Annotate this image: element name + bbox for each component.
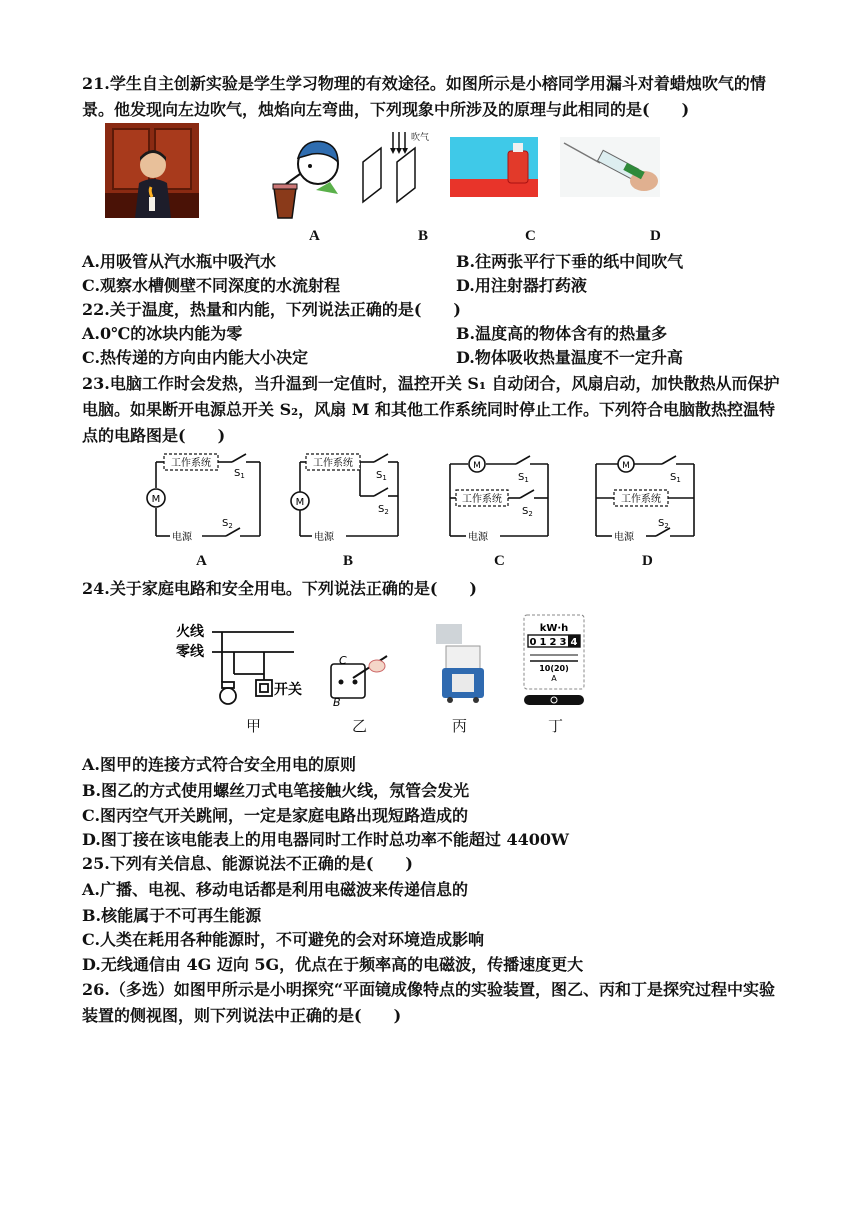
fig-yi-test-pen [325, 650, 395, 708]
q23-fig-label-b: B [343, 553, 354, 569]
q21-option-a: A.用吸管从汽水瓶中吸汽水 [82, 252, 276, 271]
svg-text:S1: $S_1$ [670, 472, 681, 484]
meter-digits [528, 635, 580, 648]
meter-digit-4: 3 [559, 637, 567, 648]
fig-d-syringe [560, 137, 660, 197]
q24-fig-label-yi: 乙 [352, 717, 368, 735]
circuit-c-motor: M [473, 461, 481, 471]
q23-stem-line3: 点的电路图是( ) [82, 426, 226, 445]
q22-option-a: A.0℃的冰块内能为零 [82, 324, 243, 343]
q23-stem-line2: 电脑。如果断开电源总开关 S₂，风扇 M 和其他工作系统同时停止工作。下列符合电脑散热控温特 [82, 400, 775, 419]
q25-option-a: A.广播、电视、移动电话都是利用电磁波来传递信息的 [82, 880, 468, 899]
circuit-b-s1: S [376, 470, 383, 481]
q21-fig-label-d: D [650, 228, 661, 244]
q23-fig-label-d: D [642, 553, 653, 569]
circuit-b-power: 电源 [314, 532, 334, 543]
fig-ding-energy-meter [522, 605, 586, 711]
meter-digit-2: 1 [539, 637, 547, 648]
q22-option-c: C.热传递的方向由内能大小决定 [82, 348, 309, 367]
q24-option-b: B.图乙的方式使用螺丝刀式电笔接触火线，氖管会发光 [82, 781, 470, 800]
q24-fig-label-jia: 甲 [246, 717, 262, 735]
svg-text:S2: $S_2$ [378, 504, 389, 516]
svg-text:S2: $S_2$ [222, 518, 233, 530]
q23-fig-label-c: C [494, 553, 505, 569]
q22-option-d: D.物体吸收热量温度不一定升高 [456, 348, 683, 367]
circuit-d-s1: S [670, 472, 677, 483]
pen-label-b: B [333, 696, 341, 708]
q22-stem: 22.关于温度，热量和内能，下列说法正确的是( ) [82, 300, 461, 319]
q21-stem-line1: 21.学生自主创新实验是学生学习物理的有效途径。如图所示是小榕同学用漏斗对着蜡烛吹气的情 [82, 74, 766, 93]
meter-text: A [551, 674, 557, 683]
q26-stem-line1: 26.（多选）如图甲所示是小明探究“平面镜成像特点的实验装置，图乙、丙和丁是探究过程中实验 [82, 980, 776, 999]
meter-digit-3: 2 [549, 637, 557, 648]
q25-option-d: D.无线通信由 4G 迈向 5G，优点在于频率高的电磁波，传播速度更大 [82, 955, 584, 974]
pen-label-c: C [339, 654, 347, 667]
q24-option-c: C.图丙空气开关跳闸，一定是家庭电路出现短路造成的 [82, 806, 469, 825]
circuit-c-power: 电源 [468, 532, 488, 543]
meter-unit: kW·h [539, 623, 569, 634]
svg-text:S1: $S_1$ [234, 468, 245, 480]
q25-stem: 25.下列有关信息、能源说法不正确的是( ) [82, 854, 413, 873]
circuit-c-system: 工作系统 [462, 494, 502, 505]
circuit-b-motor: M [295, 497, 305, 508]
fig-a-straw-drink [268, 132, 348, 220]
blow-label: 吹气 [411, 133, 430, 143]
circuit-c [444, 452, 556, 546]
circuit-d-s2: S [658, 518, 665, 529]
q25-option-b: B.核能属于不可再生能源 [82, 906, 262, 925]
svg-text:S2: $S_2$ [658, 518, 669, 530]
circuit-a-system: 工作系统 [171, 458, 211, 469]
q21-option-d: D.用注射器打药液 [456, 276, 587, 295]
q24-option-d: D.图丁接在该电能表上的用电器同时工作时总功率不能超过 4400W [82, 830, 569, 849]
switch-label: 开关 [274, 682, 302, 698]
circuit-c-s2: S [522, 506, 529, 517]
fig-bing-air-switch [432, 620, 488, 706]
circuit-d [590, 452, 702, 546]
q21-fig-label-a: A [309, 228, 320, 244]
q24-option-a: A.图甲的连接方式符合安全用电的原则 [82, 755, 356, 774]
q21-stem-line2: 景。他发现向左边吹气，烛焰向左弯曲，下列现象中所涉及的原理与此相同的是( ) [82, 100, 690, 119]
q24-stem: 24.关于家庭电路和安全用电。下列说法正确的是( ) [82, 579, 477, 598]
fig-jia-household-circuit [176, 620, 304, 712]
q25-option-c: C.人类在耗用各种能源时，不可避免的会对环境造成影响 [82, 930, 485, 949]
q21-option-c: C.观察水槽侧壁不同深度的水流射程 [82, 276, 341, 295]
circuit-d-motor: M [622, 461, 630, 471]
circuit-b-s2: S [378, 504, 385, 515]
circuit-a-motor: M [151, 494, 161, 505]
q23-stem-line1: 23.电脑工作时会发热，当升温到一定值时，温控开关 S₁ 自动闭合，风扇启动，加快散热从而保护 [82, 374, 780, 393]
q23-fig-label-a: A [196, 553, 207, 569]
candle-photo [105, 123, 199, 218]
circuit-d-system: 工作系统 [621, 494, 661, 505]
circuit-a-power: 电源 [172, 532, 192, 543]
q22-option-b: B.温度高的物体含有的热量多 [456, 324, 668, 343]
q24-fig-label-ding: 丁 [548, 717, 564, 735]
live-wire-label: 火线 [176, 624, 204, 640]
q21-fig-label-c: C [525, 228, 536, 244]
svg-text:S1: $S_1$ [376, 470, 387, 482]
circuit-a-s2: S [222, 518, 229, 529]
q21-fig-label-b: B [418, 228, 429, 244]
neutral-wire-label: 零线 [176, 644, 204, 660]
circuit-d-power: 电源 [614, 532, 634, 543]
circuit-a [142, 452, 268, 546]
q24-fig-label-bing: 丙 [452, 717, 468, 735]
meter-rating: 10(20) [539, 664, 569, 673]
circuit-a-s1: S [234, 468, 241, 479]
circuit-b [288, 452, 408, 546]
circuit-c-s1: S [518, 472, 525, 483]
svg-text:S2: $S_2$ [522, 506, 533, 518]
svg-text:S1: $S_1$ [518, 472, 529, 484]
circuit-b-system: 工作系统 [313, 458, 353, 469]
q21-option-b: B.往两张平行下垂的纸中间吹气 [456, 252, 684, 271]
q26-stem-line2: 装置的侧视图，则下列说法中正确的是( ) [82, 1006, 402, 1025]
meter-digit-1: 0 [529, 637, 537, 648]
fig-c-water-tank [450, 137, 538, 197]
fig-b-two-papers [355, 128, 447, 204]
meter-digit-5: 4 [570, 637, 578, 648]
